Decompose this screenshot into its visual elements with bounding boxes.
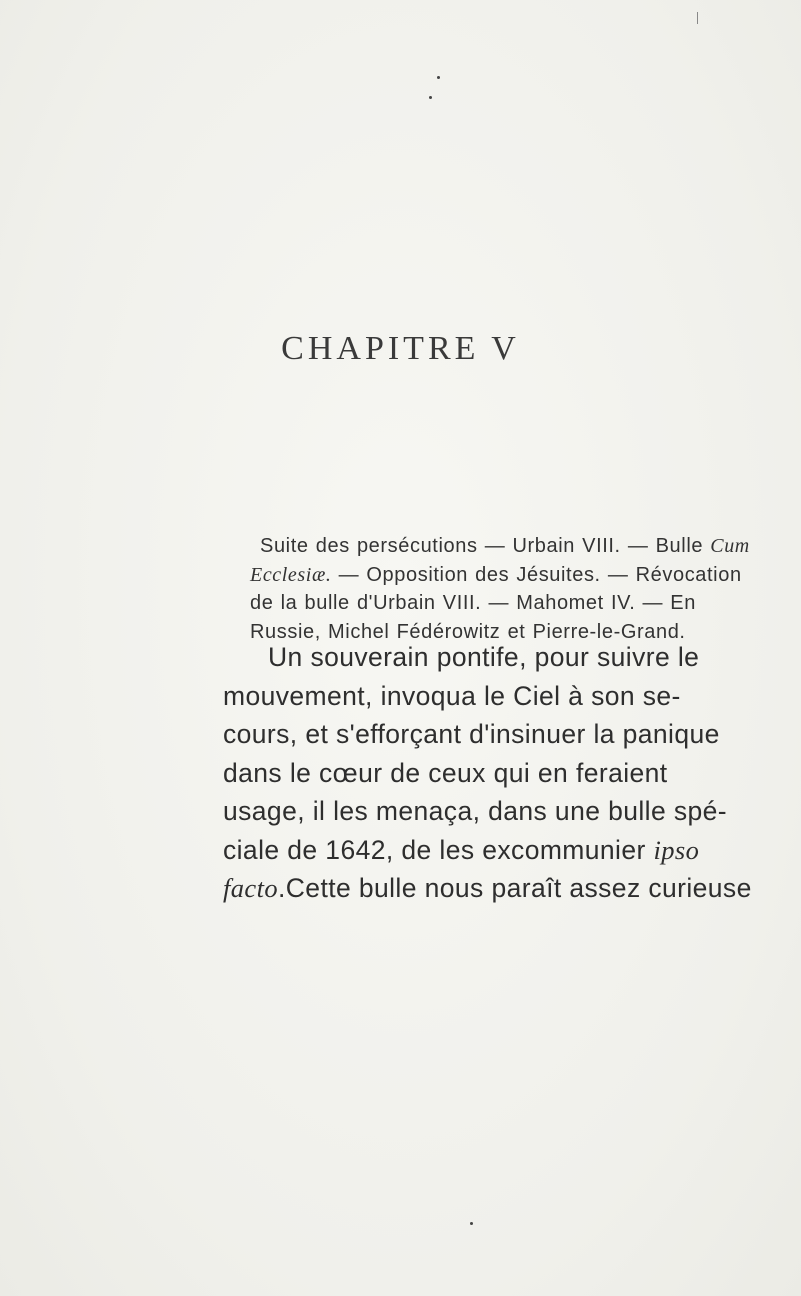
- speck-mark: [437, 76, 440, 79]
- summary-line-1: [225, 532, 750, 561]
- summary-line-3: de la bulle d'Urbain VIII. — Mahomet IV. — En: [250, 592, 696, 614]
- speck-mark: [697, 12, 698, 24]
- body-line-3: cours, et s'efforçant d'insinuer la panique: [223, 719, 720, 749]
- body-line-6: [223, 831, 713, 870]
- chapter-title: CHAPITRE V: [281, 330, 520, 367]
- body-italic: facto: [223, 873, 278, 903]
- body-italic: ipso: [653, 834, 700, 865]
- body-paragraph: [223, 638, 752, 908]
- summary-line-4: Russie, Michel Fédérowitz et Pierre-le-Grand.: [250, 620, 686, 643]
- body-line-2: mouvement, invoqua le Ciel à son se-: [223, 680, 681, 711]
- summary-italic: Cum: [710, 535, 750, 557]
- body-line-1: Un souverain pontife, pour suivre le: [268, 642, 700, 672]
- summary-line-2: [225, 561, 742, 590]
- speck-mark: [470, 1222, 473, 1225]
- body-text: ciale de 1642, de les excommunier: [223, 834, 654, 865]
- summary-text: — Opposition des Jésuites. — Révocation: [331, 563, 742, 586]
- body-line-7: [223, 869, 752, 908]
- body-line-4: dans le cœur de ceux qui en feraient: [223, 757, 668, 788]
- body-line-5: usage, il les menaça, dans une bulle spé-: [223, 796, 728, 826]
- speck-mark: [429, 96, 432, 99]
- summary-italic: Ecclesiæ.: [250, 563, 332, 586]
- body-text: .Cette bulle nous paraît assez curieuse: [278, 873, 752, 903]
- chapter-summary: [225, 532, 750, 646]
- summary-text: Suite des persécutions — Urbain VIII. — Bulle: [260, 535, 711, 557]
